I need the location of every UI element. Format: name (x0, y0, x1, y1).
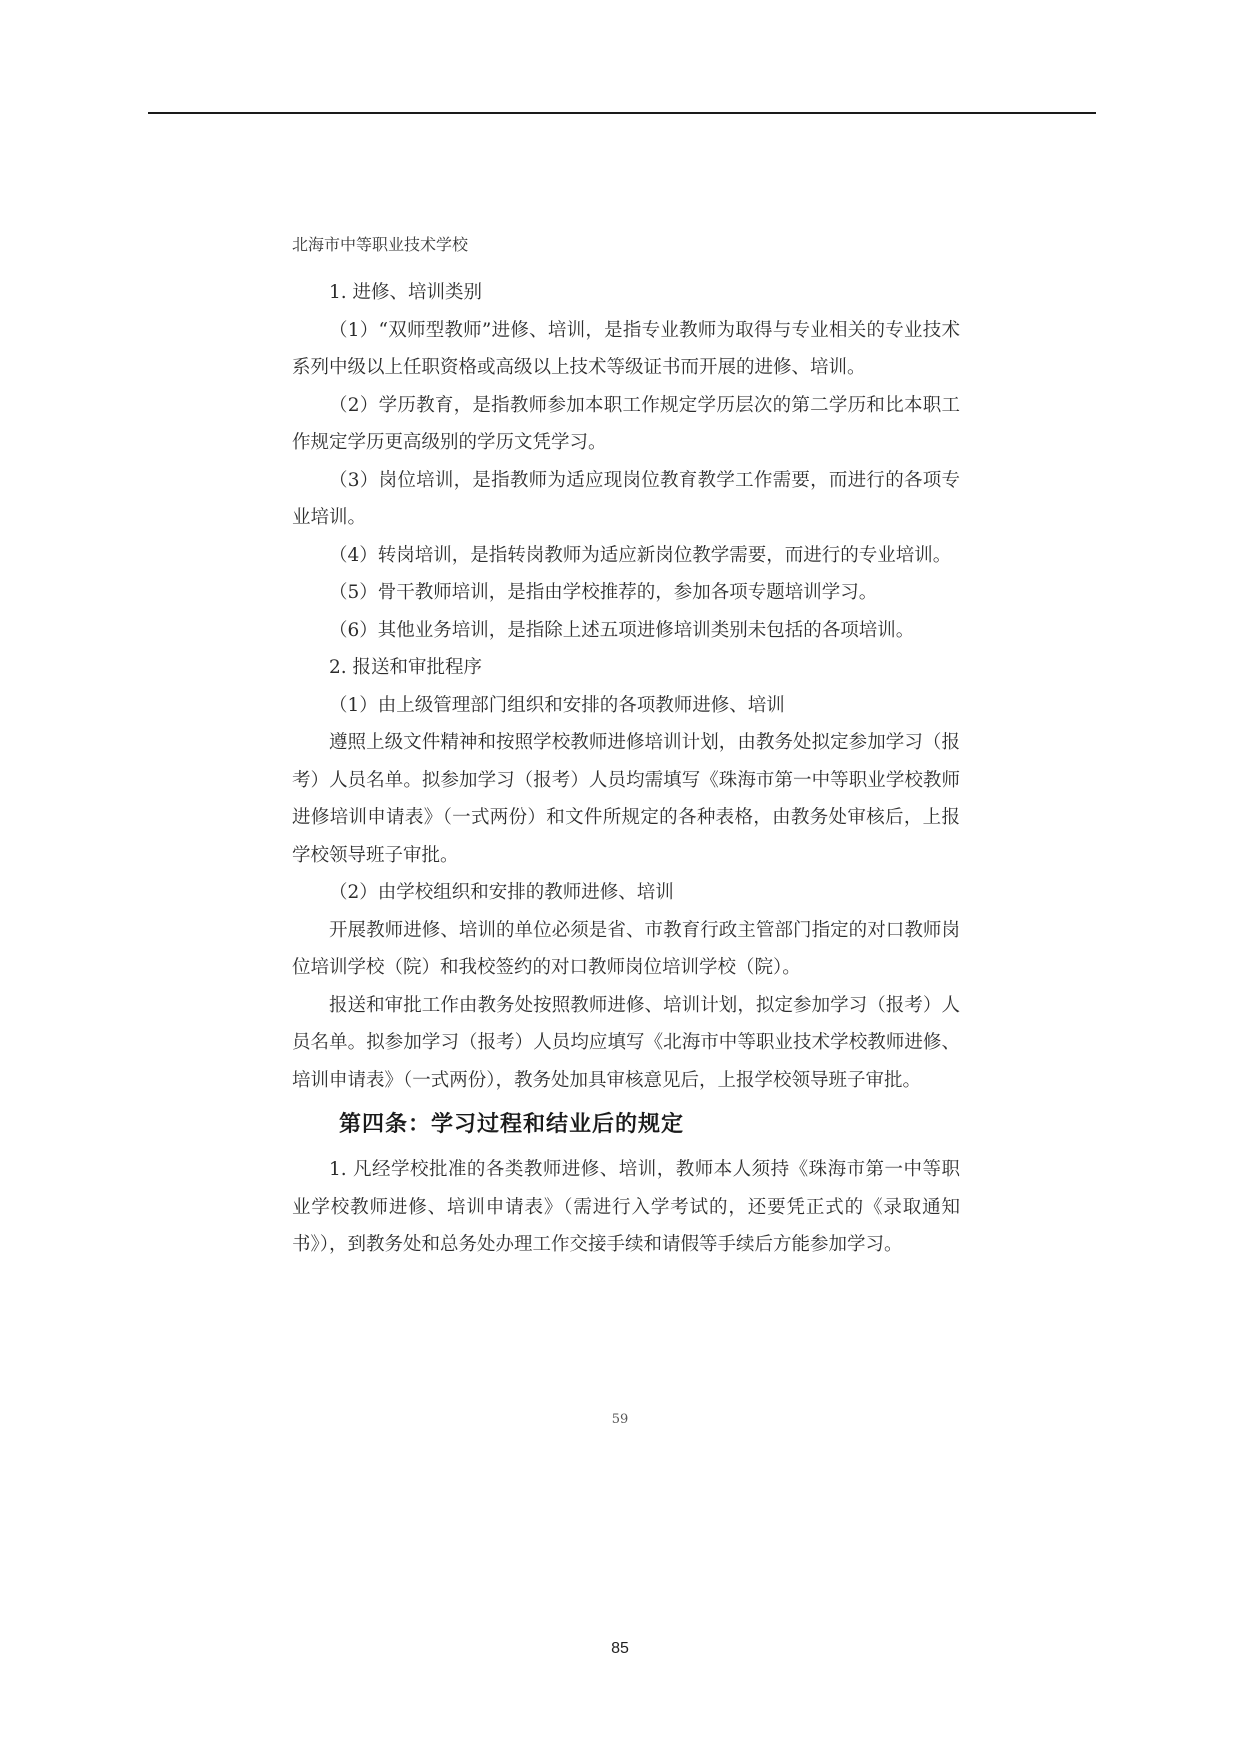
paragraph: （6）其他业务培训，是指除上述五项进修培训类别未包括的各项培训。 (329, 619, 915, 641)
school-name-header: 北海市中等职业技术学校 (292, 235, 469, 254)
paragraph: 1. 进修、培训类别 (329, 282, 483, 303)
paragraph: 报送和审批工作由教务处按照教师进修、培训计划，拟定参加学习（报考）人员名单。拟参加学习（报考）人员均应填写《北海市中等职业技术学校教师进修、培训申请表》（一式两份），教务处加具审核意见后，上报学校领导班子审批。 (292, 994, 960, 1091)
header-rule (148, 112, 1096, 114)
paragraph: 1. 凡经学校批准的各类教师进修、培训，教师本人须持《珠海市第一中等职业学校教师进修、培训申请表》（需进行入学考试的，还要凭正式的《录取通知书》），到教务处和总务处办理工作交接手续和请假等手续后方能参加学习。 (292, 1159, 960, 1255)
section-heading: 第四条：学习过程和结业后的规定 (339, 1112, 685, 1137)
outer-page-number: 85 (611, 1640, 629, 1657)
paragraph: （2）学历教育，是指教师参加本职工作规定学历层次的第二学历和比本职工作规定学历更高级别的学历文凭学习。 (292, 394, 960, 453)
paragraph: 遵照上级文件精神和按照学校教师进修培训计划，由教务处拟定参加学习（报考）人员名单。拟参加学习（报考）人员均需填写《珠海市第一中等职业学校教师进修培训申请表》（一式两份）和文件所规定的各种表格，由教务处审核后，上报学校领导班子审批。 (292, 732, 960, 866)
paragraph: （5）骨干教师培训，是指由学校推荐的，参加各项专题培训学习。 (329, 582, 878, 603)
inner-page-number: 59 (611, 1412, 629, 1427)
paragraph: 2. 报送和审批程序 (329, 657, 483, 678)
paragraph: （4）转岗培训，是指转岗教师为适应新岗位教学需要，而进行的专业培训。 (329, 544, 952, 566)
paragraph: 开展教师进修、培训的单位必须是省、市教育行政主管部门指定的对口教师岗位培训学校（院）和我校签约的对口教师岗位培训学校（院）。 (292, 919, 960, 978)
paragraph: （1）由上级管理部门组织和安排的各项教师进修、培训 (329, 694, 785, 716)
paragraph: （1）“双师型教师”进修、培训，是指专业教师为取得与专业相关的专业技术系列中级以上任职资格或高级以上技术等级证书而开展的进修、培训。 (292, 319, 960, 378)
paragraph: （3）岗位培训，是指教师为适应现岗位教育教学工作需要，而进行的各项专业培训。 (292, 469, 960, 528)
document-body (292, 274, 960, 1264)
paragraph: （2）由学校组织和安排的教师进修、培训 (329, 882, 674, 903)
